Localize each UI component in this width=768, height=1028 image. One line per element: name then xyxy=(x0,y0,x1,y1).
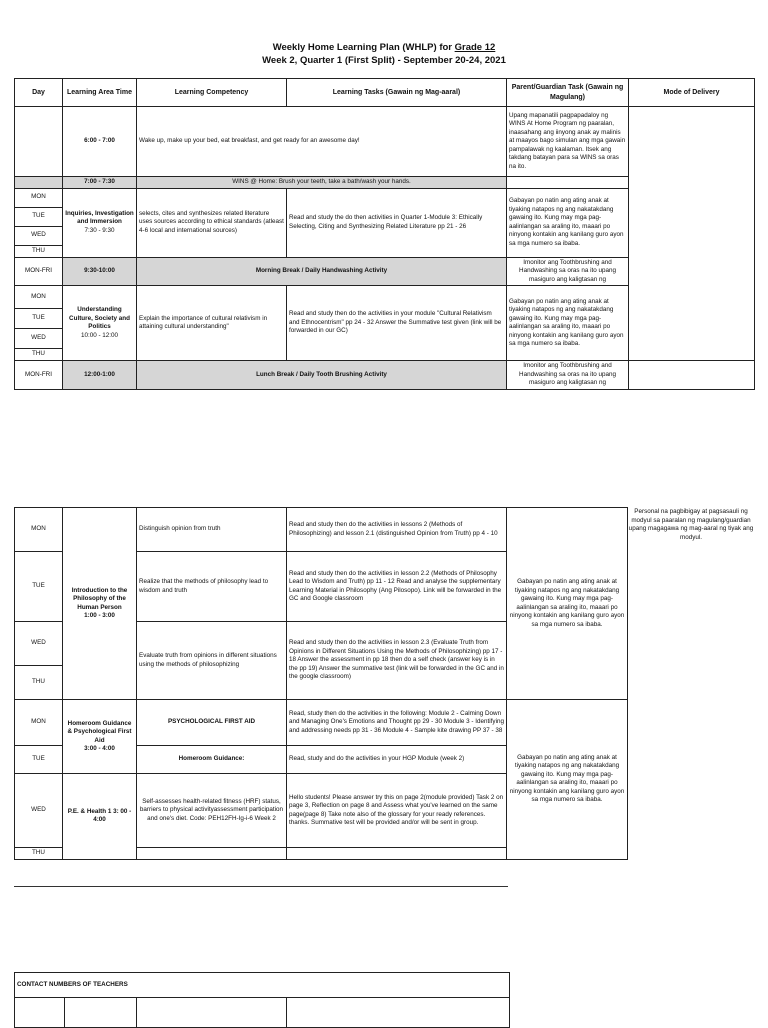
day-cell: MON xyxy=(15,508,63,552)
break1-parent: Imonitor ang Toothbrushing and Handwashing sa oras na ito upang masiguro ang kaligtasan ng xyxy=(507,257,629,286)
break1-text: Morning Break / Daily Handwashing Activity xyxy=(137,257,507,286)
hg-area: Homeroom Guidance & Psychological First Aid 3:00 - 4:00 xyxy=(63,700,137,774)
wake-parent: Upang mapanatili pagpapadaloy ng WINS At Home Program ng paaralan, inaasahang ang iinyong anak ay malinis at maayos bago simulan ang mga gawain pampalawak ng kaalaman. Itsek ang takdang batayan para sa WINS sa oras na ito. xyxy=(507,107,629,177)
day-cell: MON xyxy=(15,700,63,746)
wins-time: 7:00 - 7:30 xyxy=(63,177,137,189)
contacts-title: CONTACT NUMBERS OF TEACHERS xyxy=(15,973,510,998)
pfa-competency: PSYCHOLOGICAL FIRST AID xyxy=(137,700,287,746)
grade-label: Grade 12 xyxy=(454,42,496,53)
col-competency: Learning Competency xyxy=(137,79,287,107)
table-row xyxy=(15,107,755,177)
hg-task: Read, study and do the activities in your HGP Module (week 2) xyxy=(287,746,507,774)
page-subtitle: Week 2, Quarter 1 (First Split) - September 20-24, 2021 xyxy=(262,55,506,66)
pfa-task: Read, study then do the activities in the following: Module 2 - Calming Down and Managing One's Emotions and Thought pp 29 - 30 Module 3 - Identifying and addressing needs pp 31 - 36 Module 4 - Sample kite drawing PP 37 - 38 xyxy=(287,700,507,746)
philo-wed-task: Read and study then do the activities in lesson 2.3 (Evaluate Truth from Opinions in Different Situations Using the Methods of Philosophizing) pp 17 - 18 Answer the assessment in pp 18 then do a self check (answer key is in the pp 19) Answer the summative test (link will be forwarded in the GC and in the google classroom) xyxy=(287,622,507,700)
wake-text: Wake up, make up your bed, eat breakfast, and get ready for an awesome day! xyxy=(137,107,507,177)
day-cell: TUE xyxy=(15,309,63,329)
col-day: Day xyxy=(15,79,63,107)
day-cell: WED xyxy=(15,226,63,245)
day-cell: TUE xyxy=(15,207,63,226)
day-cell: MON-FRI xyxy=(15,257,63,286)
day-cell: THU xyxy=(15,848,63,860)
parent-task: Gabayan po natin ang ating anak at tiyaking natapos ng ang nakatakdang gawaing ito. Kung may mga pag-aalinlangan sa araling ito, maaari po ninyong kontakin ang kanilang guro ayon sa mga numero sa ibaba. xyxy=(507,508,628,700)
inquiries-competency: selects, cites and synthesizes related literature uses sources according to ethical standards (atleast 4-6 local and international sources) xyxy=(137,188,287,257)
day-cell: MON xyxy=(15,188,63,207)
pe-area: P.E. & Health 1 3: 00 - 4:00 xyxy=(63,774,137,860)
contacts-table xyxy=(14,972,510,1028)
parent-task: Gabayan po natin ang ating anak at tiyaking natapos ng ang nakatakdang gawaing ito. Kung may mga pag-aalinlangan sa araling ito, maaari po ninyong kontakin ang kanilang guro ayon sa mga numero sa ibaba. xyxy=(507,188,629,257)
col-tasks: Learning Tasks (Gawain ng Mag-aaral) xyxy=(287,79,507,107)
break2-parent: Imonitor ang Toothbrushing and Handwashing sa oras na ito upang masiguro ang kaligtasan ng xyxy=(507,361,629,390)
pe-task: Hello students! Please answer try this on page 2(module provided) Task 2 on page 3, Reflection on page 8 and Assess what you've learned on the same page(page 8) Take note also of the glossary for your ready references. thanks. Summative test will be provided and/or will be sent in group. xyxy=(287,774,507,848)
break1-time: 9:30-10:00 xyxy=(63,257,137,286)
table-row xyxy=(15,361,755,390)
parent-task: Gabayan po natin ang ating anak at tiyaking natapos ng ang nakatakdang gawaing ito. Kung may mga pag-aalinlangan sa araling ito, maaari po ninyong kontakin ang kanilang guro ayon sa mga numero sa ibaba. xyxy=(507,700,628,860)
break2-time: 12:00-1:00 xyxy=(63,361,137,390)
col-parent-task: Parent/Guardian Task (Gawain ng Magulang) xyxy=(507,79,629,107)
day-cell: THU xyxy=(15,666,63,700)
day-cell: MON xyxy=(15,286,63,309)
day-cell: WED xyxy=(15,329,63,349)
break2-text: Lunch Break / Daily Tooth Brushing Activity xyxy=(137,361,507,390)
ucsp-area: Understanding Culture, Society and Politics 10:00 - 12:00 xyxy=(63,286,137,361)
hg-competency: Homeroom Guidance: xyxy=(137,746,287,774)
inquiries-task: Read and study the do then activities in Quarter 1-Module 3: Ethically Selecting, Citing and Synthesizing Related Literature pp 21 - 26 xyxy=(287,188,507,257)
pe-competency: Self-assesses health-related fitness (HRF) status, barriers to physical activityassessment participation and one's diet. Code: PEH12FH-Ig-i-6 Week 2 xyxy=(137,774,287,848)
col-learning-area: Learning Area Time xyxy=(63,79,137,107)
day-cell: TUE xyxy=(15,552,63,622)
mode-of-delivery-text: Personal na pagbibigay at pagsasauli ng modyul sa paaralan ng magulang/guardian upang magagawa ng mag-aaral ng tiyak ang modyul. xyxy=(628,508,754,541)
whlp-table-page1 xyxy=(14,78,755,390)
ucsp-task: Read and study then do the activities in your module "Cultural Relativism and Ethnocentrism" pp 24 - 32 Answer the Summative test given (link will be forwarded in our GC) xyxy=(287,286,507,361)
philo-tue-task: Read and study then do the activities in lesson 2.2 (Methods of Philosophy Lead to Wisdom and Truth) pp 11 - 12 Read and analyse the supplementary Learning Material in Philosophy (Ang Pilosopo). Link will be forwarded in the GC and Google classroom xyxy=(287,552,507,622)
divider xyxy=(14,886,508,887)
parent-task: Gabayan po natin ang ating anak at tiyaking natapos ng ang nakatakdang gawaing ito. Kung may mga pag-aalinlangan sa araling ito, maaari po ninyong kontakin ang kanilang guro ayon sa mga numero sa ibaba. xyxy=(507,286,629,361)
wins-text: WINS @ Home: Brush your teeth, take a bath/wash your hands. xyxy=(137,177,507,189)
ucsp-competency: Explain the importance of cultural relativism in attaining cultural understanding" xyxy=(137,286,287,361)
table-header-row xyxy=(15,79,755,107)
inquiries-area: Inquiries, Investigation and Immersion 7:30 - 9:30 xyxy=(63,188,137,257)
day-cell: THU xyxy=(15,245,63,257)
philo-mon-competency: Distinguish opinion from truth xyxy=(137,508,287,552)
table-row xyxy=(15,508,628,552)
day-cell: TUE xyxy=(15,746,63,774)
col-mode: Mode of Delivery xyxy=(629,79,755,107)
philo-area: Introduction to the Philosophy of the Human Person 1:00 - 3:00 xyxy=(63,508,137,700)
table-row xyxy=(15,700,628,746)
philo-mon-task: Read and study then do the activities in lessons 2 (Methods of Philosophizing) and lesson 2.1 (distinguished Opinion from Truth) pp 4 - 10 xyxy=(287,508,507,552)
page-break xyxy=(0,399,768,507)
whlp-table-page2 xyxy=(14,507,628,860)
day-cell: THU xyxy=(15,349,63,361)
mode-cell xyxy=(629,107,755,361)
wake-time: 6:00 - 7:00 xyxy=(63,107,137,177)
page-title: Weekly Home Learning Plan (WHLP) for Grade 12 xyxy=(272,42,496,53)
philo-wed-competency: Evaluate truth from opinions in different situations using the methods of philosophizing xyxy=(137,622,287,700)
day-cell: WED xyxy=(15,774,63,848)
day-cell: MON-FRI xyxy=(15,361,63,390)
philo-tue-competency: Realize that the methods of philosophy lead to wisdom and truth xyxy=(137,552,287,622)
day-cell: WED xyxy=(15,622,63,666)
